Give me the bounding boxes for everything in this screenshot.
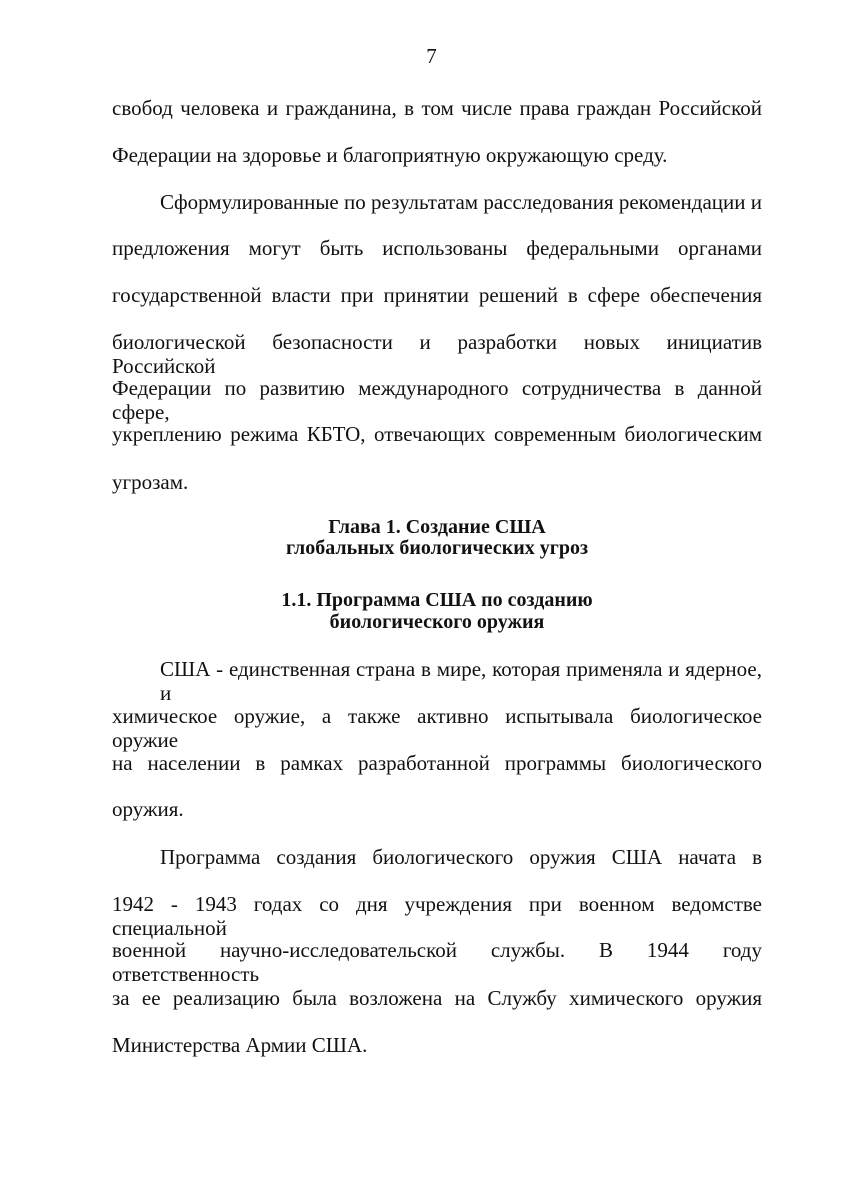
text-line: укреплению режима КБТО, отвечающих современным биологическим: [112, 422, 762, 446]
page-number: 7: [426, 44, 437, 68]
heading-line: Глава 1. Создание США: [328, 516, 546, 538]
text-line: 1942 - 1943 годах со дня учреждения при военном ведомстве специальной: [112, 892, 762, 940]
heading-line: глобальных биологических угроз: [285, 537, 589, 559]
text-line: государственной власти при принятии решений в сфере обеспечения: [112, 283, 762, 307]
text-line: за ее реализацию была возложена на Службу химического оружия: [112, 986, 762, 1010]
heading-line: биологического оружия: [329, 611, 545, 633]
text-line: свобод человека и гражданина, в том числе права граждан Российской: [112, 96, 762, 120]
text-line: США - единственная страна в мире, которая применяла и ядерное, и: [160, 657, 762, 705]
text-line: предложения могут быть использованы федеральными органами: [112, 236, 762, 260]
text-line: на населении в рамках разработанной программы биологического: [112, 751, 762, 775]
text-line: Федерации по развитию международного сотрудничества в данной сфере,: [112, 376, 762, 424]
heading-line: 1.1. Программа США по созданию: [281, 589, 593, 611]
text-line: биологической безопасности и разработки новых инициатив Российской: [112, 330, 762, 378]
text-line: оружия.: [112, 797, 184, 821]
text-line: Программа создания биологического оружия США начата в: [160, 845, 762, 869]
text-line: Федерации на здоровье и благоприятную окружающую среду.: [112, 143, 668, 167]
text-line: Сформулированные по результатам расследования рекомендации и: [160, 190, 762, 214]
text-line: угрозам.: [112, 470, 189, 494]
text-line: Министерства Армии США.: [112, 1033, 368, 1057]
text-line: военной научно-исследовательской службы. В 1944 году ответственность: [112, 938, 762, 986]
text-line: химическое оружие, а также активно испытывала биологическое оружие: [112, 704, 762, 752]
